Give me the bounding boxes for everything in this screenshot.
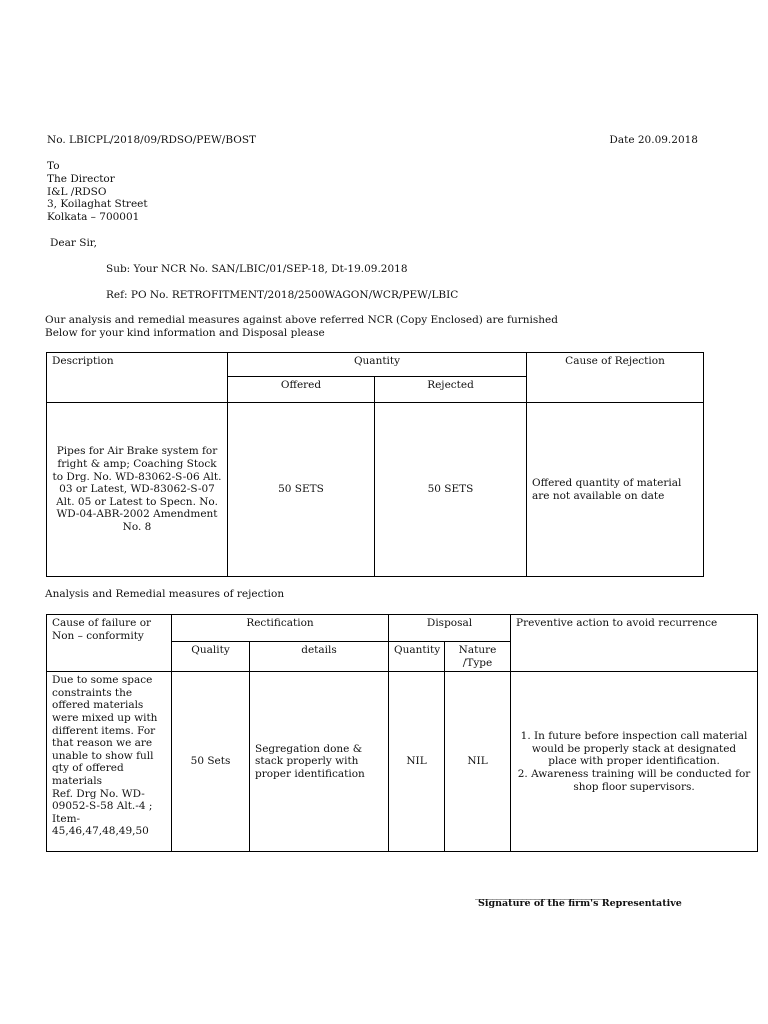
header-cause-of-rejection: Cause of Rejection — [527, 353, 704, 403]
cause-items: Item- 45,46,47,48,49,50 — [52, 812, 149, 838]
rejection-table — [46, 352, 704, 577]
header-disposal: Disposal — [389, 615, 511, 642]
address-line: Kolkata – 700001 — [47, 211, 140, 224]
address-line: I&L /RDSO — [47, 185, 107, 198]
cell-cause-of-failure — [47, 672, 172, 852]
letter-date: Date 20.09.2018 — [609, 134, 698, 146]
analysis-title: Analysis and Remedial measures of rejection — [45, 588, 285, 600]
remedial-measures-table — [46, 614, 758, 852]
header-disposal-quantity: Quantity — [389, 642, 445, 672]
intro-paragraph — [45, 314, 558, 340]
header-offered: Offered — [228, 377, 375, 403]
cell-offered: 50 SETS — [228, 403, 375, 577]
signature-line: _______________________________ — [475, 888, 607, 900]
cell-quality: 50 Sets — [172, 672, 250, 852]
header-rejected: Rejected — [375, 377, 527, 403]
intro-line: Our analysis and remedial measures against above referred NCR (Copy Enclosed) are furnished — [45, 314, 558, 326]
header-cause-of-failure: Cause of failure or Non – conformity — [47, 615, 172, 672]
preventive-action-2: 2. Awareness training will be conducted for shop floor supervisors. — [517, 767, 751, 793]
intro-line: Below for your kind information and Disposal please — [45, 327, 325, 339]
header-preventive-action: Preventive action to avoid recurrence — [511, 615, 758, 672]
header-rectification: Rectification — [172, 615, 389, 642]
header-details: details — [250, 642, 389, 672]
cause-text: Due to some space constraints the offered materials were mixed up with different items. For that reason we are unable to show full qty of offered materials — [52, 674, 158, 787]
reference-number: No. LBICPL/2018/09/RDSO/PEW/BOST — [47, 134, 257, 146]
cell-nature-type: NIL — [445, 672, 511, 852]
header-description: Description — [47, 353, 228, 403]
cell-disposal-quantity: NIL — [389, 672, 445, 852]
signature-label: Signature of the firm's Representative — [478, 898, 682, 909]
po-reference-line: Ref: PO No. RETROFITMENT/2018/2500WAGON/WCR/PEW/LBIC — [106, 289, 459, 301]
header-quality: Quality — [172, 642, 250, 672]
address-to: To — [47, 160, 60, 172]
subject-line: Sub: Your NCR No. SAN/LBIC/01/SEP-18, Dt-19.09.2018 — [106, 263, 408, 275]
cell-rejected: 50 SETS — [375, 403, 527, 577]
recipient-address — [47, 160, 148, 224]
header-quantity: Quantity — [228, 353, 527, 377]
header-nature-type: Nature /Type — [445, 642, 511, 672]
salutation: Dear Sir, — [50, 237, 98, 249]
cell-preventive-action — [511, 672, 758, 852]
cell-details: Segregation done & stack properly with proper identification — [250, 672, 389, 852]
cause-drawing-ref: Ref. Drg No. WD-09052-S-58 Alt.-4 ; — [52, 787, 153, 813]
cell-cause-of-rejection: Offered quantity of material are not available on date — [527, 403, 704, 577]
address-line: 3, Koilaghat Street — [47, 198, 148, 211]
preventive-action-1: 1. In future before inspection call material would be properly stack at designated place with proper identification. — [520, 730, 748, 768]
cell-description: Pipes for Air Brake system for fright & amp; Coaching Stock to Drg. No. WD-83062-S-06 Alt. 03 or Latest, WD-83062-S-07 Alt. 05 or Latest to Specn. No. WD-04-ABR-2002 Amendment No. 8 — [47, 403, 228, 577]
address-line: The Director — [47, 172, 115, 185]
